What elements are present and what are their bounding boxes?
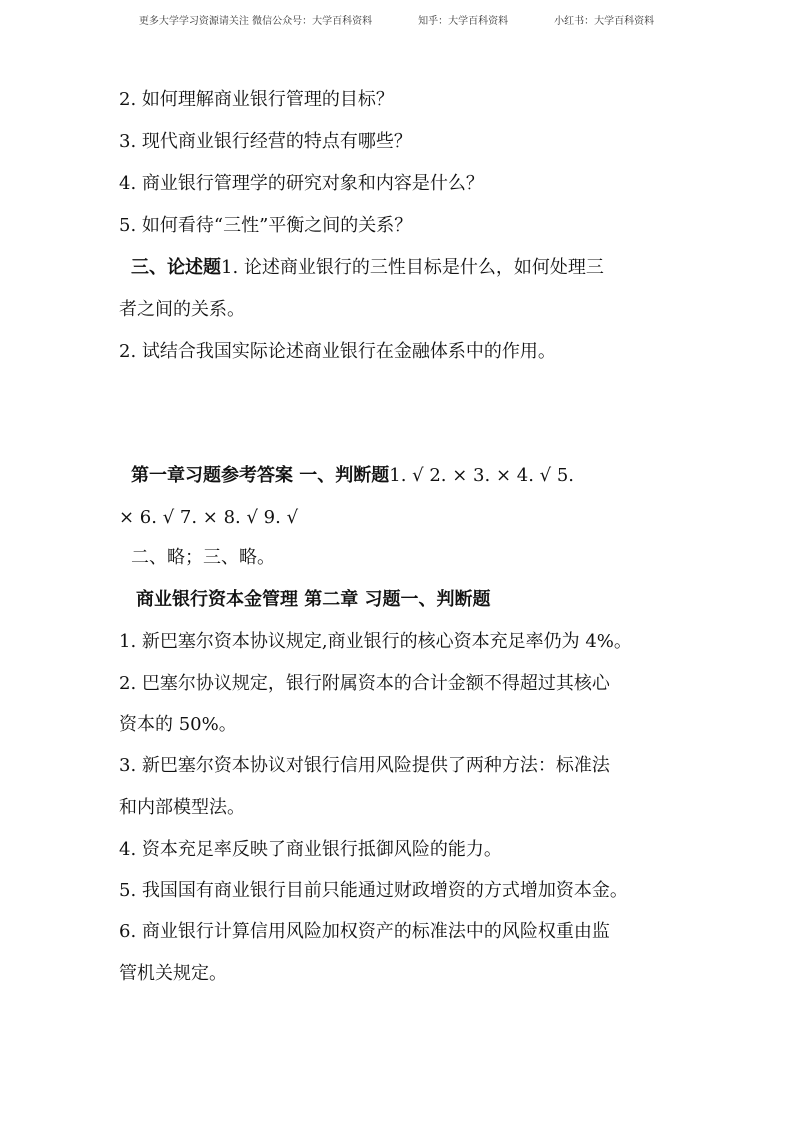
judgment-item-2-continued: 资本的 50%。 xyxy=(119,714,237,735)
question-line-4: 4. 商业银行管理学的研究对象和内容是什么？ xyxy=(119,173,484,194)
page-header xyxy=(0,12,793,27)
essay-question-2: 2. 试结合我国实际论述商业银行在金融体系中的作用。 xyxy=(119,341,556,362)
header-wechat-text: 更多大学学习资源请关注 微信公众号：大学百科资料 xyxy=(138,16,373,27)
chapter-1-answers-line xyxy=(131,464,574,488)
essay-question-1-text: 1. 论述商业银行的三性目标是什么，如何处理三 xyxy=(221,257,604,278)
essay-question-1-continued: 者之间的关系。 xyxy=(119,299,245,320)
essay-question-line xyxy=(131,256,604,280)
essay-section-heading: 三、论述题 xyxy=(131,257,221,278)
judgment-item-6-continued: 管机关规定。 xyxy=(119,963,227,984)
question-line-3: 3. 现代商业银行经营的特点有哪些？ xyxy=(119,131,412,152)
chapter-1-answers-part2: × 6. √ 7. × 8. √ 9. √ xyxy=(119,507,299,528)
judgment-item-6: 6. 商业银行计算信用风险加权资产的标准法中的风险权重由监 xyxy=(119,921,610,942)
judgment-item-3: 3. 新巴塞尔资本协议对银行信用风险提供了两种方法：标准法 xyxy=(119,755,610,776)
judgment-item-5: 5. 我国国有商业银行目前只能通过财政增资的方式增加资本金。 xyxy=(119,880,628,901)
judgment-item-3-continued: 和内部模型法。 xyxy=(119,797,245,818)
chapter-1-answers-part1: 1. √ 2. × 3. × 4. √ 5. xyxy=(389,465,575,486)
header-xiaohongshu-text: 小红书：大学百科资料 xyxy=(554,16,655,27)
chapter-2-heading: 商业银行资本金管理 第二章 习题一、判断题 xyxy=(136,589,491,610)
judgment-item-4: 4. 资本充足率反映了商业银行抵御风险的能力。 xyxy=(119,839,502,860)
judgment-item-1: 1. 新巴塞尔资本协议规定,商业银行的核心资本充足率仍为 4%。 xyxy=(119,631,632,652)
header-zhihu-text: 知乎：大学百科资料 xyxy=(418,16,509,27)
question-line-5: 5. 如何看待“三性”平衡之间的关系？ xyxy=(119,215,413,236)
chapter-1-answers-other: 二、略；三、略。 xyxy=(131,547,275,568)
judgment-item-2: 2. 巴塞尔协议规定，银行附属资本的合计金额不得超过其核心 xyxy=(119,673,610,694)
question-line-2: 2. 如何理解商业银行管理的目标？ xyxy=(119,89,394,110)
chapter-1-answers-heading: 第一章习题参考答案 一、判断题 xyxy=(131,465,390,486)
